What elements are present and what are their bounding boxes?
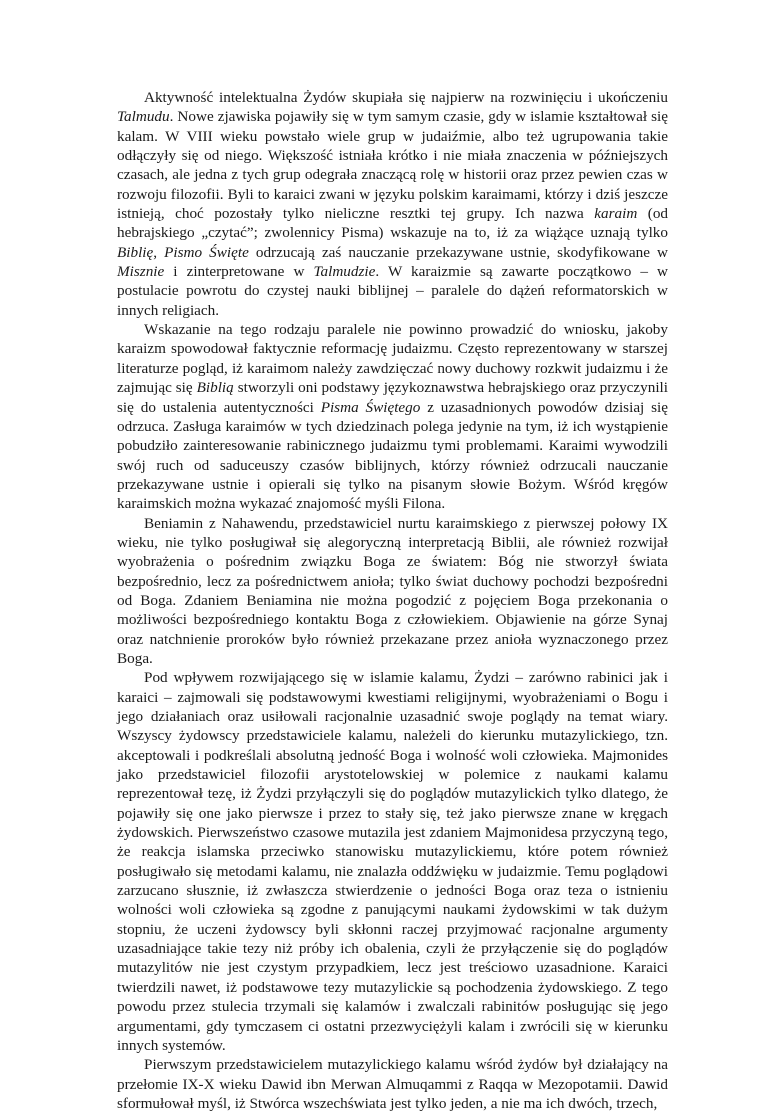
text-run: . W karaizmie są zawarte początkowo – w postulacie powrotu do czystej nauki biblijnej – paralele do dążeń reformatorskich w innych religiach. bbox=[117, 263, 668, 319]
paragraph-karaism-intro bbox=[117, 88, 668, 320]
text-run: Aktywność intelektualna Żydów skupiała się najpierw na rozwinięciu i ukończeniu bbox=[144, 89, 668, 106]
italic-term: Misznie bbox=[117, 263, 165, 281]
text-run: stworzyli oni podstawy językoznawstwa hebrajskiego oraz przyczynili się do ustalenia autentyczności bbox=[117, 379, 668, 416]
text-run: Pod wpływem rozwijającego się w islamie kalamu, Żydzi – zarówno rabinici jak i karaici – zajmowali się podstawowymi kwestiami religijnymi, wyobrażeniami o Bogu i jego działaniach oraz usiłowali racjonalnie uzasadnić swoje poglądy na temat wiary. Wszyscy żydowscy przedstawiciele kalamu, należeli do kierunku mutazylickiego, tzn. akceptowali i podkreślali absolutną jedność Boga i wolność woli człowieka. Majmonides jako przedstawiciel filozofii arystotelowskiej w polemice z naukami kalamu reprezentował tezę, iż Żydzi przyłączyli się do poglądów mutazylickich tylko dlatego, że pojawiły się one jako pierwsze i przez to stały się, też jako pierwsze znane w kręgach żydowskich. Pierwszeństwo czasowe mutazila jest zdaniem Majmonidesa przyczyną tego, że reakcja islamska przeciwko stanowisku mutazylickiemu, które potem również posługiwało się metodami kalamu, nie znalazła oddźwięku w judaizmie. Temu poglądowi zarzucano słusznie, iż zwłaszcza stwierdzenie o jedności Boga oraz teza o istnieniu wolności woli człowieka są zgodne z panującymi naukami żydowskimi w tak dużym stopniu, że uczeni żydowscy byli skłonni raczej przyjmować racjonalne argumenty uzasadniające takie tezy niż próby ich obalenia, czyli że przyłączenie się do poglądów mutazylitów nie jest czystym przypadkiem, lecz jest treściowo uzasadnione. Karaici twierdzili nawet, iż podstawowe tezy mutazylickie są pochodzenia żydowskiego. Z tego powodu przez stulecia trzymali się kalamów i zwalczali rabinitów posługując się jego argumentami, gdy tymczasem ci ostatni przezwyciężyli kalam i zwrócili się w kierunku innych systemów. bbox=[117, 669, 668, 1054]
text-run: Pierwszym przedstawicielem mutazylickiego kalamu wśród żydów był działający na przełomie IX-X wieku Dawid ibn Merwan Almuqammi z Raqqa w Mezopotamii. Dawid sformułował myśl, iż Stwórca wszechświata jest tylko jeden, a nie ma ich dwóch, trzech, bbox=[117, 1056, 668, 1112]
paragraph-karaism-parallels bbox=[117, 320, 668, 513]
italic-term: Pisma Świętego bbox=[320, 398, 421, 416]
text-run: i zinterpretowane w bbox=[164, 263, 314, 281]
paragraph-beniamin-nahawendu bbox=[117, 514, 668, 669]
italic-term: Pismo Święte bbox=[164, 243, 249, 261]
text-run: (od hebrajskiego „czytać”; zwolennicy Pisma) wskazuje na to, iż za wiążące uznają tylko bbox=[117, 205, 669, 242]
text-run: Beniamin z Nahawendu, przedstawiciel nurtu karaimskiego z pierwszej połowy IX wieku, nie tylko posługiwał się alegoryczną interpretacją Biblii, ale również rozwijał wyobrażenia o pośrednim związku Boga ze światem: Bóg nie stworzył świata bezpośrednio, lecz za pośrednictwem anioła; tylko świat duchowy pochodzi bezpośredni od Boga. Zdaniem Beniamina nie można pogodzić z pojęciem Boga przekonania o możliwości bezpośredniego kontaktu Boga z człowiekiem. Objawienie na górze Synaj oraz natchnienie proroków było również przekazane przez anioła wyznaczonego przez Boga. bbox=[117, 514, 668, 667]
paragraph-dawid-almuqammi bbox=[117, 1055, 668, 1113]
italic-term: Talmudzie bbox=[313, 263, 376, 281]
italic-term: Talmudu bbox=[117, 108, 170, 126]
paragraph-kalam-influence bbox=[117, 668, 668, 1055]
text-run: Wskazanie na tego rodzaju paralele nie powinno prowadzić do wniosku, jakoby karaizm spowodował faktycznie reformację judaizmu. Często reprezentowany w starszej literaturze pogląd, iż karaimom należy zawdzięczać nowy duchowy rozkwit judaizmu i że zajmując się bbox=[117, 321, 668, 397]
text-run: . Nowe zjawiska pojawiły się w tym samym czasie, gdy w islamie kształtował się kalam. W VIII wieku powstało wiele grup w judaiźmie, albo też ugrupowania takie odłączyły się od niego. Większość istniała krótko i nie miała znaczenia w późniejszych czasach, ale jedna z tych grup odegrała znaczącą rolę w historii oraz przez pewien czas w rozwoju filozofii. Byli to karaici zwani w języku polskim karaimami, którzy i dziś jeszcze istnieją, choć pozostały tylko nieliczne resztki tej grupy. Ich nazwa bbox=[117, 108, 668, 223]
italic-term: karaim bbox=[594, 205, 638, 223]
italic-term: Biblią bbox=[196, 379, 234, 397]
text-run: odrzucają zaś nauczanie przekazywane ustnie, skodyfikowane w bbox=[248, 243, 668, 261]
text-run: z uzasadnionych powodów dzisiaj się odrzuca. Zasługa karaimów w tych dziedzinach polega jedynie na tym, iż ich wystąpienie pobudziło zainteresowanie rabinicznego judaizmu tymi problemami. Karaimi wywodzili swój ruch od saduceuszy czasów biblijnych, którzy również odrzucali nauczanie przekazywane ustnie i opierali się tylko na pisanym słowie Bożym. Wśród kręgów karaimskich można wykazać znajomość myśli Filona. bbox=[117, 398, 668, 513]
text-run: , bbox=[153, 243, 165, 261]
document-page bbox=[117, 88, 668, 1113]
italic-term: Biblię bbox=[117, 243, 154, 261]
